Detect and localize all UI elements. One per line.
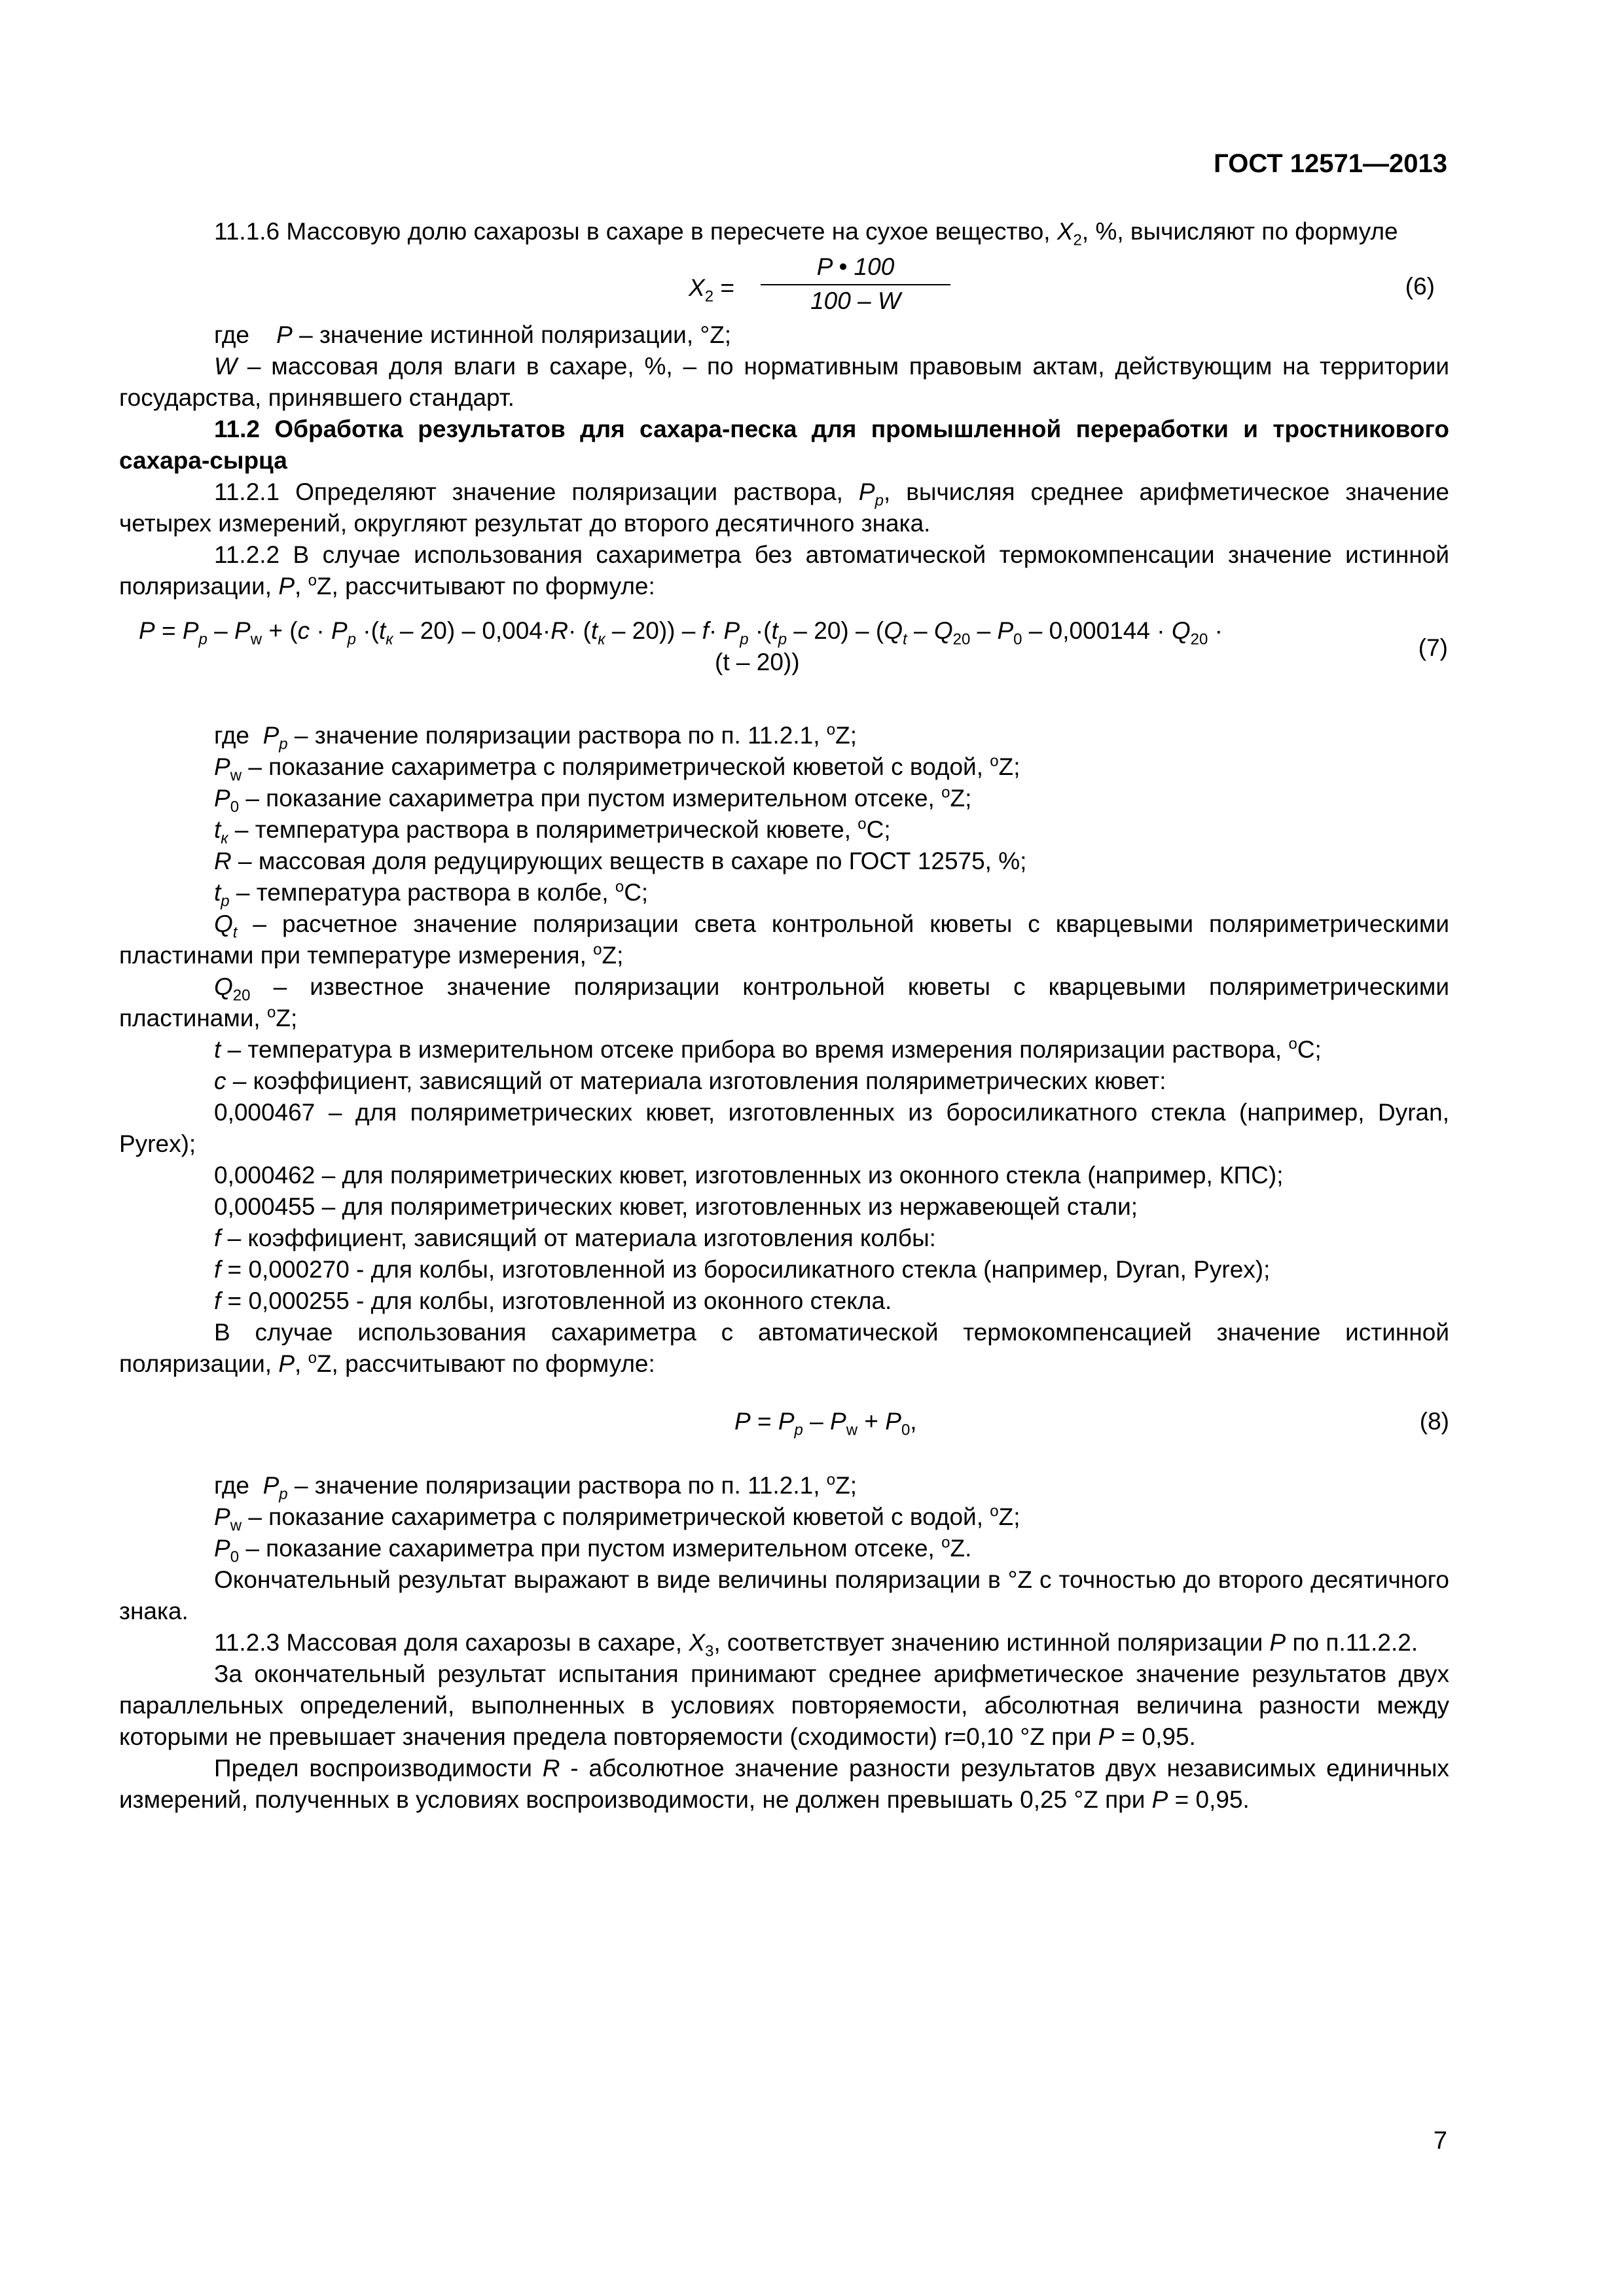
equation-number-6: (6): [1405, 273, 1435, 300]
paragraph-11-2-1: 11.2.1 Определяют значение поляризации раствора, $P_p$, вычисляя среднее арифметическое значение четырех измерений, округляют результат до второго десятичного знака.: [119, 478, 1450, 537]
where-8-pw: $P_w$ – показание сахариметра с поляриметрической кюветой с водой, $^o$Z;: [214, 1502, 1020, 1535]
where-8-p0: $P_0$ – показание сахариметра при пустом измерительном отсеке, $^o$Z.: [214, 1534, 972, 1566]
where-6-w: W – массовая доля влаги в сахаре, %, – по нормативным правовым актам, действующим на территории государства, принявшего стандарт.: [119, 353, 1449, 411]
equation-number-7: (7): [1418, 634, 1448, 661]
where-7-p0: $P_0$ – показание сахариметра при пустом измерительном отсеке, $^o$Z;: [214, 783, 972, 816]
paragraph-auto-compensation: В случае использования сахариметра с автоматической термокомпенсацией значение истинной поляризации, P, $^o$Z, рассчитывают по формуле:: [119, 1319, 1449, 1377]
formula-8: $P = P_p - P_w + P_0$, (8): [119, 1406, 1449, 1458]
where-8-pp: где $P_p$ – значение поляризации раствора по п. 11.2.1, $^o$Z;: [214, 1471, 857, 1503]
where-7-q20: $Q_{20}$ – известное значение поляризации контрольной кюветы с кварцевыми поляриметрическими пластинами, $^o$Z;: [119, 973, 1450, 1031]
where-7-f1: f = 0,000270 - для колбы, изготовленной из боросиликатного стекла (например, Dyran, Pyrex);: [214, 1256, 1271, 1283]
where-6-p: где P – значение истинной поляризации, °Z;: [214, 321, 732, 348]
page-number: 7: [1433, 2127, 1447, 2155]
where-7-r: R – массовая доля редуцирующих веществ в сахаре по ГОСТ 12575, %;: [214, 848, 1027, 874]
where-7-pw: $P_w$ – показание сахариметра с поляриметрической кюветой с водой, $^o$Z;: [214, 752, 1020, 785]
where-7-t: t – температура в измерительном отсеке прибора во время измерения поляризации раствора, $^o$C;: [214, 1035, 1322, 1063]
formula-7: $P = P_p - P_w + (c \cdot P_p \cdot(t_к - 20) - 0,004\cdot R\cdot (t_к - 20)) - f\cdot P_p \cdot(t_p - 20) - (Q_t - Q_{20} - P_0 - 0,000144 \cdot Q_{20}$ · (t – 20)) (7): [139, 617, 1448, 675]
page-content: [119, 216, 1449, 1816]
section-11-2-title: 11.2 Обработка результатов для сахара-песка для промышленной переработки и тростникового сахара-сырца: [119, 416, 1449, 474]
paragraph-reproducibility: Предел воспроизводимости R - абсолютное значение разности результатов двух независимых единичных измерений, полученных в условиях воспроизводимости, не должен превышать 0,25 °Z при P = 0,95.: [119, 1755, 1449, 1813]
paragraph-11-2-3: 11.2.3 Массовая доля сахарозы в сахаре, $X_3$, соответствует значению истинной поляризации P по п.11.2.2.: [214, 1629, 1418, 1660]
equation-number-8: (8): [1419, 1408, 1449, 1435]
fraction: $\frac{P • 100}{100 - W}$: [761, 251, 950, 317]
where-7-c2: 0,000462 – для поляриметрических кювет, изготовленных из оконного стекла (например, КПС);: [214, 1162, 1284, 1189]
where-7-c1: 0,000467 – для поляриметрических кювет, изготовленных из боросиликатного стекла (например, Dyran, Pyrex);: [119, 1099, 1449, 1157]
where-7-pp: где $P_p$ – значение поляризации раствора по п. 11.2.1, $^o$Z;: [214, 721, 857, 753]
where-7-f2: f = 0,000255 - для колбы, изготовленной из оконного стекла.: [214, 1287, 892, 1314]
paragraph-11-2-2: 11.2.2 В случае использования сахариметра без автоматической термокомпенсации значение истинной поляризации, P, $^o$Z, рассчитывают по формуле:: [119, 541, 1449, 600]
paragraph-test-result: За окончательный результат испытания принимают среднее арифметическое значение результатов двух параллельных определений, выполненных в условиях повторяемости, абсолютная величина разности между которыми не превышает значения предела повторяемости (сходимости) r=0,10 °Z при P = 0,95.: [119, 1660, 1449, 1750]
standard-header: ГОСТ 12571—2013: [1214, 149, 1447, 178]
where-7-tp: $t_p$ – температура раствора в колбе, $^o$C;: [214, 878, 649, 910]
where-7-c3: 0,000455 – для поляриметрических кювет, изготовленных из нержавеющей стали;: [214, 1193, 1138, 1220]
paragraph-final-result: Окончательный результат выражают в виде величины поляризации в °Z с точностью до второго десятичного знака.: [119, 1566, 1449, 1624]
where-7-c: c – коэффициент, зависящий от материала изготовления поляриметрических кювет:: [214, 1067, 1166, 1094]
formula-6: $X_2$ = $\frac{P • 100}{100 - W}$ (6): [119, 247, 1449, 319]
where-7-f: f – коэффициент, зависящий от материала изготовления колбы:: [214, 1225, 936, 1251]
where-7-qt: $Q_t$ – расчетное значение поляризации света контрольной кюветы с кварцевыми поляриметрическими пластинами при температуре измерения, $^o$Z;: [119, 910, 1449, 969]
paragraph-11-1-6: 11.1.6 Массовую долю сахарозы в сахаре в пересчете на сухое вещество, $X_2$, %, вычисляют по формуле: [214, 218, 1398, 249]
where-7-tk: $t_к$ – температура раствора в поляриметрической кювете, $^o$C;: [214, 815, 891, 848]
